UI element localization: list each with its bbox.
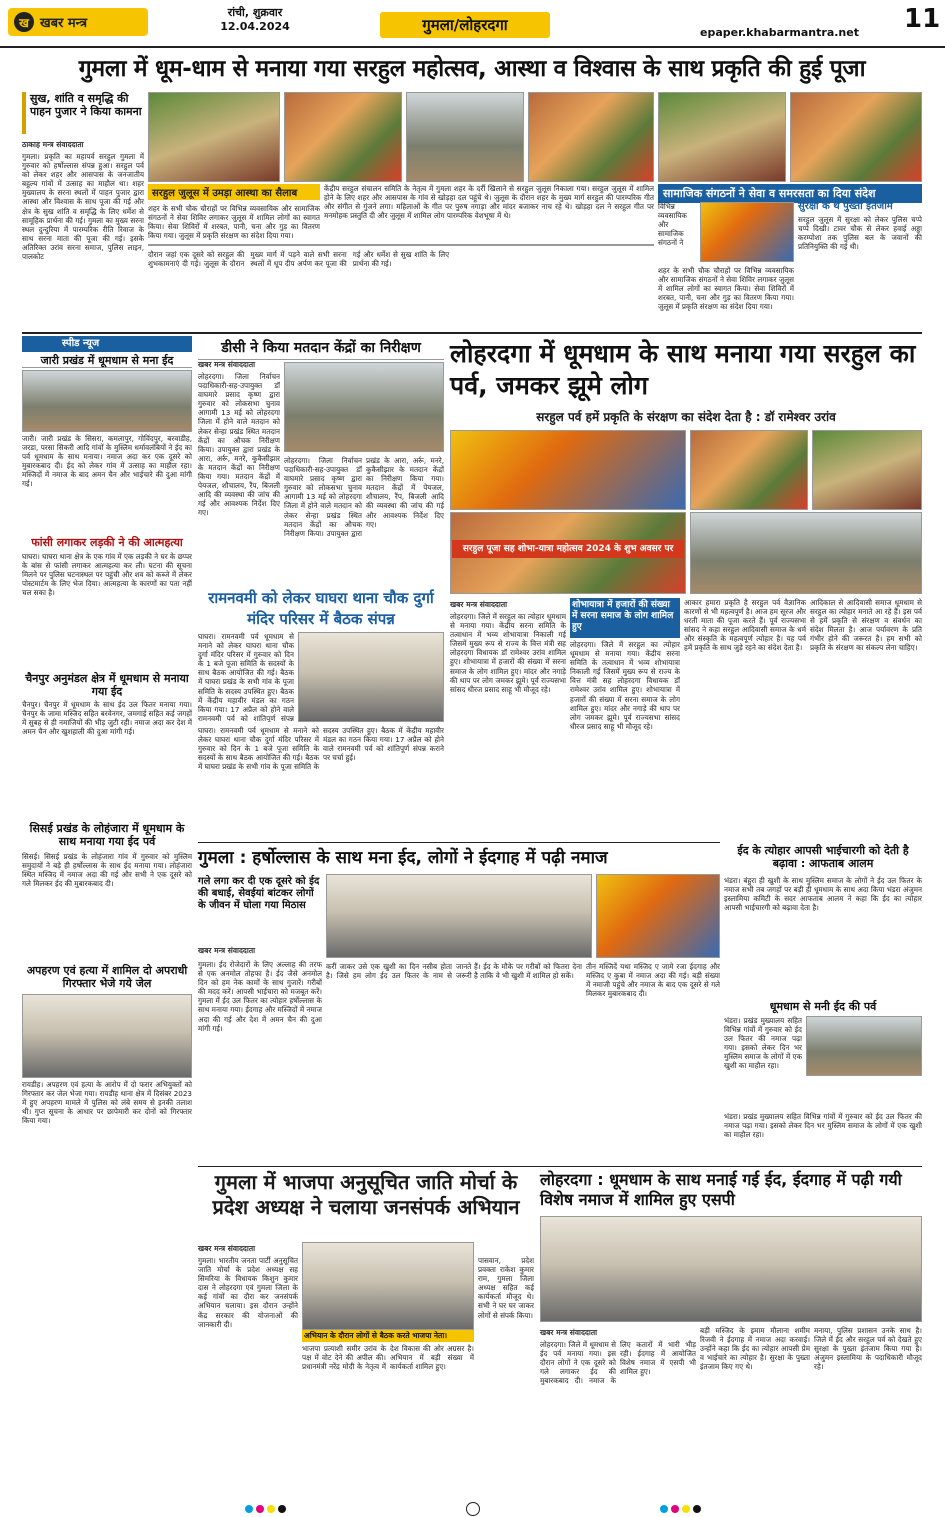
photo-eid-jari: [22, 370, 192, 432]
color-dots-right: [660, 1505, 701, 1513]
main-headline: गुमला में धूम-धाम से मनाया गया सरहुल महोत्सव, आस्था व विश्वास के साथ प्रकृति की हुई पूजा: [78, 56, 866, 82]
dc-body: लोहरदगा। जिला निर्वाचन पदाधिकारी-सह-उपायुक्त डॉ वाघमारे प्रसाद कृष्ण द्वारा गुरुवार को लोकसभा चुनाव आगामी 13 मई को लोहरदगा जिला में होने वाले मतदान को लेकर सेन्हा प्रखंड स्थित मतदान केंद्रों का औचक निरीक्षण किया। उपायुक्त द्वारा प्रखंड के आरा, अर्रू, मनरे, कुकैसीझार के मतदान केंद्रों का निरीक्षण किया गया। मतदान केंद्रों में पेयजल, शौचालय, रैंप, बिजली आदि की व्यवस्था की जांच की गई और आवश्यक निर्देश दिए गए।: [198, 372, 280, 518]
photo-children-eid: [596, 874, 720, 958]
photo-lohardaga-5: [690, 512, 922, 594]
photo-bhandra-eid: [806, 1016, 922, 1076]
lohardaga-body-3: आदिकाल से आदिवासी समाज धूमधाम से सरहुल का त्योहार मनाते आ रहे हैं। इस पर्व से हमें प्रकृति से संरक्षण व संवर्धन का संदेश मिलता है। आज पर्यावरण के प्रति गंभीर होने की जरूरत है। हम सभी को प्रकृति के संरक्षण का संकल्प लेना चाहिए।: [810, 598, 922, 653]
color-dots-left: [245, 1505, 286, 1513]
lohardaga-subhead: सरहुल पर्व हमें प्रकृति के संरक्षण का संदेश देता है : डॉ रामेश्वर उरांव: [536, 410, 836, 424]
bhandra-eid-body-2: भंडरा। प्रखंड मुख्यालय सहित विभिन्न गांवों में गुरुवार को ईद उल फितर की नमाज पढ़ा गया। इसको लेकर दिन भर मुस्लिम समाज के लोगों में एक खुशी का माहौल रहा।: [724, 1112, 922, 1140]
main-body-mid: केंद्रीय सरहुल संचालन समिति के नेतृत्व में गुमला शहर के दर्री खिलाने से सरहुल जुलूस निकाला गया। सरहुल जुलूस में शामिल होने के लिए शहर और आसपास के गांव से खोड़हा दल पहुंचे थे। जुलूस के दौरान शहर के मुख्य मार्ग सरहुल की पारम्परिक गीत और संगीत से गुंजने लगा। महिलाओं के गीत पर पुरुष नगाड़ा और मांदर बजाकर नाच रहे थे। खोड़हा दल ने सरहुल गीत पर मनमोहक प्रस्तुति दी और जुलूस में शामिल लोग पारम्परिक वेशभूषा में थे।: [324, 184, 654, 221]
speed-5-body: रायडीह। अपहरण एवं हत्या के आरोप में दो फरार अभियुक्तों को गिरफ्तार कर जेल भेजा गया। रायडीह थाना क्षेत्र में दिसंबर 2023 में हुए अपहरण मामले में पुलिस को लंबे समय से इनकी तलाश थी। गुप्त सूचना के आधार पर छापेमारी कर दोनों को गिरफ्तार किया गया।: [22, 1080, 192, 1126]
org-body: शहर के सभी चौक चौराहों पर विभिन्न व्यवसायिक और सामाजिक संगठनों ने सेवा शिविर लगाकर जुलूस में शामिल लोगों का स्वागत किया। सेवा शिविरों में शरबत, पानी, चना और गुड़ का वितरण किया गया। जुलूस में प्रकृति संरक्षण का संदेश दिया गया।: [658, 266, 794, 312]
gumla-eid-byline: खबर मन्त्र संवाददाता: [198, 946, 256, 955]
dc-body-cont: लोहरदगा। जिला निर्वाचन पदाधिकारी-सह-उपायुक्त डॉ वाघमारे प्रसाद कृष्ण द्वारा गुरुवार को लोकसभा चुनाव आगामी 13 मई को लोहरदगा जिला में होने वाले मतदान को लेकर सेन्हा प्रखंड स्थित मतदान केंद्रों का औचक निरीक्षण किया। उपायुक्त द्वारा प्रखंड के आरा, अर्रू, मनरे, कुकैसीझार के मतदान केंद्रों का निरीक्षण किया गया। मतदान केंद्रों में पेयजल, शौचालय, रैंप, बिजली आदि की व्यवस्था की जांच की गई और आवश्यक निर्देश दिए गए।: [284, 456, 444, 538]
photo-sp-eidgah: [540, 1216, 922, 1322]
photo-eidgah: [326, 874, 592, 958]
photo-sarhul-6: [790, 92, 922, 182]
sp-body-2: बड़ी मस्जिद के इमाम मौलाना शमीम रिजवी ने ईदगाह में नमाज अदा करवाई। उन्होंने कहा कि ईद का त्योहार आपसी प्रेम व भाईचारे का त्योहार है। सुरक्षा के पुख्ता इंतजाम किए गए थे।: [700, 1326, 810, 1372]
lohardaga-headline: लोहरदगा में धूमधाम के साथ मनाया गया सरहुल का पर्व, जमकर झूमे लोग: [450, 339, 916, 400]
epaper-url[interactable]: epaper.khabarmantra.net: [700, 26, 859, 39]
gumla-eid-body-2: करीं जाकर उसे एक खुशी का दिन नसीब होता है। जिसे हम लोग ईद उल फितर के नाम से जानते हैं। ईद के मौके पर गरीबों को फितरा देना जरूरी है ताकि वे भी खुशी में शामिल हो सकें।: [326, 962, 582, 981]
main-byline: ठाकाह मन्त्र संवाददाता: [22, 140, 84, 149]
band-social-organisations: सामाजिक संगठनों ने सेवा व समरसता का दिया संदेश: [658, 184, 922, 203]
bjp-body: गुमला। भारतीय जनता पार्टी अनुसूचित जाति मोर्चा के प्रदेश अध्यक्ष सह सिमरिया के विधायक किशुन कुमार दास ने लोहरदगा एवं गुमला जिला के कई गांवों का दौरा कर जनसंपर्क अभियान चलाया। इस दौरान उन्होंने केंद्र सरकार की योजनाओं की जानकारी दी।: [198, 1256, 298, 1329]
org-caption: विभिन्न व्यवसायिक और सामाजिक संगठनों ने: [658, 202, 687, 248]
speed-2-head: फांसी लगाकर लड़की ने की आत्महत्या: [31, 536, 183, 549]
print-registration-marks: [0, 1500, 945, 1517]
lohardaga-body: लोहरदगा। जिले में सरहुल का त्योहार धूमधाम से मनाया गया। केंद्रीय सरना समिति के तत्वाधान में भव्य शोभायात्रा निकाली गई जिसमें मुख्य रूप से राज्य के वित्त मंत्री सह लोहरदगा विधायक डॉ रामेश्वर उरांव शामिल हुए। शोभायात्रा में हजारों की संख्या में सरना समाज के लोग शामिल हुए। मांदर और नगाड़े की थाप पर लोग जमकर झूमे। पूर्व राज्यसभा सांसद धीरज प्रसाद साहू भी मौजूद रहे।: [450, 612, 566, 694]
rule-2: [198, 842, 720, 843]
gumla-eid-body-3: तीन मस्जिदें यथा मस्जिद ए जामे रजा ईदगाह और मस्जिद ए कुबा में नमाज अदा की गई। बड़ी संख्या में नमाजी पहुंचे और नमाज के बाद एक दूसरे से गले मिलकर मुबारकबाद दी।: [586, 962, 720, 999]
speed-4-head: सिसई प्रखंड के लोहंजारा में धूमधाम के साथ मनाया गया ईद पर्व: [29, 822, 185, 848]
speed-3-head: चैनपुर अनुमंडल क्षेत्र में धूमधाम से मनाया गया ईद: [25, 672, 189, 698]
sp-body-3: मनाया, पुलिस प्रशासन उनके साथ है। जिले में ईद और सरहुल पर्व को देखते हुए सुरक्षा के पुख्ता इंतजाम किया गया है। अंजुमन इस्लामिया के पदाधिकारी मौजूद रहे।: [814, 1326, 922, 1372]
photo-lohardaga-3: [812, 430, 922, 510]
photo-sarhul-1: [148, 92, 280, 182]
lohardaga-byline: खबर मन्त्र संवाददाता: [450, 600, 508, 609]
photo-service-camp: [700, 202, 794, 262]
gumla-eid-pullquote: गले लगा कर दी एक दूसरे को ईद की बधाई, सेवईयां बांटकर लोगों के जीवन में घोला गया मिठास: [198, 876, 320, 911]
dateline: [200, 6, 310, 34]
bhandra-eid-headline: धूमधाम से मनी ईद की पर्व: [769, 1000, 877, 1013]
photo-lohardaga-1: [450, 430, 686, 510]
sp-byline: खबर मन्त्र संवाददाता: [540, 1328, 598, 1337]
bjp-headline: गुमला में भाजपा अनुसूचित जाति मोर्चा के प्रदेश अध्यक्ष ने चलाया जनसंपर्क अभियान: [212, 1170, 520, 1219]
rule-3: [198, 1166, 922, 1167]
divider: [148, 244, 654, 246]
speed-2-body: घाघरा। घाघरा थाना क्षेत्र के एक गांव में एक लड़की ने घर के छप्पर के बांस से फांसी लगाकर आत्महत्या कर ली। घटना की सूचना मिलने पर पुलिस घटनास्थल पर पहुंची और शव को कब्जे में लेकर पोस्टमार्टम के लिए भेज दिया। आत्महत्या के कारणों का पता नहीं चल सका है।: [22, 552, 192, 598]
section-rule: [22, 332, 922, 334]
speed-news-label: स्पीड न्यूज: [22, 336, 192, 352]
photo-arrested: [22, 994, 192, 1078]
logo-text: खबर मन्त्र: [40, 16, 88, 31]
photo-dc-inspection: [284, 362, 444, 452]
main-body-mid-cont: शहर के सभी चौक चौराहों पर विभिन्न व्यवसायिक और सामाजिक संगठनों ने सेवा शिविर लगाकर जुलूस में शामिल लोगों का स्वागत किया। सेवा शिविरों में शरबत, पानी, चना और गुड़ का वितरण किया गया। जुलूस में प्रकृति संरक्षण का संदेश दिया गया।: [148, 204, 320, 240]
bjp-body-3: पासवान, प्रदेश प्रवक्ता राकेश कुमार राम, गुमला जिला अध्यक्ष सहित कई कार्यकर्ता मौजूद थे। सभी ने घर घर जाकर लोगों से संपर्क किया।: [478, 1256, 534, 1320]
lohardaga-banner-text: सरहुल पूजा सह शोभा-यात्रा महोत्सव 2024 के शुभ अवसर पर: [452, 540, 684, 558]
bjp-body-2: भाजपा प्रत्याशी समीर उरांव के पक्ष में वोट देने की अपील की। प्रधानमंत्री नरेंद्र मोदी के नेतृत्व में देश विकास की ओर अग्रसर है। अभियान में बड़ी संख्या में कार्यकर्ता शामिल हुए।: [302, 1344, 474, 1372]
main-subhead: सुख, शांति व समृद्धि की पाहन पुजार ने किया कामना: [30, 92, 142, 118]
sp-headline: लोहरदगा : धूमधाम के साथ मनाई गई ईद, ईदगाह में पढ़ी गयी विशेष नमाज में शामिल हुए एसपी: [540, 1170, 902, 1209]
masthead: [0, 0, 945, 48]
eid-brotherhood-body: भंडरा। बंहुरा ही खुशी के साथ मुस्लिम समाज के लोगों ने ईद उल फितर के नमाज सभी तब जगहों पर बड़ी ही धूमधाम के साथ अदा किया भंडरा अंजुमन इस्लामिया कमिटी के सदर आफताब आलम ने कहा कि ईद का त्योहार आपसी भाईचारगी को बढ़ावा देता है।: [724, 876, 922, 913]
photo-sarhul-3: [406, 92, 524, 182]
lohardaga-body-2: आकार हमारा प्रकृति है सरहुल पर्व वैज्ञानिक कारणों से भी महत्वपूर्ण है। आज हम सूरज और धरती माता की पूजा करते हैं। पूर्व राज्यसभा सांसद ने कहा सरहुल आदिवासी समाज के धर्म और संस्कृति के महत्वपूर्ण त्योहार है। यह पर्व हमें प्रकृति के साथ जुड़े रहने का संदेश देता है।: [684, 598, 806, 653]
main-body-bottom: दौरान जहां एक दूसरे को सरहुल की शुभकामनाएं दी गई। जुलूस के दौरान मुख्य मार्ग में पड़ने वाले सभी सरना स्थलों में धूप दीप अर्पण कर पूजा की गई और धर्मेश से सुख शांति के लिए प्रार्थना की गई।: [148, 250, 450, 269]
photo-sarhul-2: [284, 92, 402, 182]
photo-sarhul-4: [528, 92, 654, 182]
photo-bjp-meeting: [302, 1242, 474, 1330]
photo-sarhul-5: [658, 92, 786, 182]
dateline-date: 12.04.2024: [220, 20, 290, 33]
speed-4-body: सिसई। सिसई प्रखंड के लोहंजारा गांव में गुरुवार को मुस्लिम समुदायों ने बड़े ही हर्षोल्लास के साथ ईद मनाया गया। लोहंजारा स्थित मस्जिद में नमाज अदा की गई और सभी ने एक दूसरे को गले मिलकर ईद की मुबारकबाद दी।: [22, 852, 192, 889]
eid-brotherhood-headline: ईद के त्योहार आपसी भाईचारगी को देती है बढ़ावा : आफताब आलम: [737, 844, 909, 870]
speed-1-head: जारी प्रखंड में धूमधाम से मना ईद: [22, 354, 192, 368]
bjp-byline: खबर मन्त्र संवाददाता: [198, 1244, 256, 1253]
logo-mark-icon: ख: [14, 12, 34, 32]
ramnavami-headline: रामनवमी को लेकर घाघरा थाना चौक दुर्गा मंदिर परिसर में बैठक संपन्न: [208, 589, 434, 628]
newspaper-logo: [8, 8, 148, 36]
gumla-eid-body: गुमला। ईद रोजेदारों के लिए अल्लाह की तरफ से एक अनमोल तोहफा है। ईद जैसे अनमोल दिन को हम नेक कामों के साथ गुजारें। गरीबों की मदद करें। आपसी भाईचारा को मजबूत करें। गुमला में ईद उल फितर का त्योहार हर्षोल्लास के साथ मनाया गया। ईदगाह और मस्जिदों में नमाज अदा की गई और देश में अमन चैन की दुआ मांगी गई।: [198, 960, 322, 1033]
security-box: [798, 200, 922, 330]
speed-5-head: अपहरण एवं हत्या में शामिल दो अपराधी गिरफ्तार भेजे गये जेल: [26, 964, 188, 990]
dc-byline: खबर मन्त्र संवाददाता: [198, 360, 256, 369]
dc-headline: डीसी ने किया मतदान केंद्रों का निरीक्षण: [198, 338, 444, 360]
photo-ramnavami-meeting: [298, 632, 444, 722]
security-body: सरहुल जुलूस में सुरक्षा को लेकर पुलिस चप्पे चप्पे दिखी। टावर चौक से लेकर हवाई अड्डा करम्पोशा तक पुलिस बल के जवानों की प्रतिनियुक्ति की गई थी।: [798, 215, 922, 252]
ramnavami-body: घाघरा। रामनवमी पर्व धूमधाम से मनाने को लेकर घाघरा थाना चौक दुर्गा मंदिर परिसर में गुरुवार को दिन के 1 बजे पूजा समिति के सदस्यों के साथ बैठक आयोजित की गई। बैठक में घाघरा प्रखंड के सभी गांव के पूजा समिति के सदस्य उपस्थित हुए। बैठक में केंद्रीय महावीर मंडल का गठन किया गया। 17 अप्रैल को होने वाले रामनवमी पर्व को शांतिपूर्ण संपन्न: [198, 632, 294, 722]
band-sarhul-procession: सरहुल जुलूस में उमड़ा आस्था का सैलाब: [148, 184, 320, 200]
photo-lohardaga-2: [690, 430, 808, 510]
bhandra-eid-body: भंडरा। प्रखंड मुख्यालय सहित विभिन्न गांवों में गुरुवार को ईद उल फितर की नमाज पढ़ा गया। इसको लेकर दिन भर मुस्लिम समाज के लोगों में एक खुशी का माहौल रहा।: [724, 1016, 802, 1071]
section-title: गुमला/लोहरदगा: [380, 12, 550, 38]
lohardaga-body-b: लोहरदगा। जिले में सरहुल का त्योहार धूमधाम से मनाया गया। केंद्रीय सरना समिति के तत्वाधान में भव्य शोभायात्रा निकाली गई जिसमें मुख्य रूप से राज्य के वित्त मंत्री सह लोहरदगा विधायक डॉ रामेश्वर उरांव शामिल हुए। शोभायात्रा में हजारों की संख्या में सरना समाज के लोग शामिल हुए। मांदर और नगाड़े की थाप पर लोग जमकर झूमे। पूर्व राज्यसभा सांसद धीरज प्रसाद साहू भी मौजूद रहे।: [570, 640, 680, 731]
speed-3-body: चैनपुर। चैनपुर में धूमधाम के साथ ईद उल फितर मनाया गया। चैनपुर के जामा मस्जिद सहित बरवेनगर, जमगाई सहित कई जगहों में सुबह से ही नमाजियों की भीड़ जुटी रही। नमाज अदा कर देश में अमन चैन और खुशहाली की दुआ मांगी गई।: [22, 700, 192, 737]
sp-body: लोहरदगा। जिले में धूमधाम से ईद पर्व मनाया गया। इस दौरान लोगों ने एक दूसरे को गले लगाकर ईद की मुबारकबाद दी। नमाज के लिए कतारों में भारी भीड़ रही। ईदगाह में आयोजित विशेष नमाज में एसपी भी शामिल हुए।: [540, 1340, 696, 1386]
lohardaga-band: शोभायात्रा में हजारों की संख्या में सरना समाज के लोग शामिल हुए: [570, 598, 680, 638]
ramnavami-body-cont: घाघरा। रामनवमी पर्व धूमधाम से मनाने को लेकर घाघरा थाना चौक दुर्गा मंदिर परिसर में गुरुवार को दिन के 1 बजे पूजा समिति के सदस्यों के साथ बैठक आयोजित की गई। बैठक में घाघरा प्रखंड के सभी गांव के पूजा समिति के सदस्य उपस्थित हुए। बैठक में केंद्रीय महावीर मंडल का गठन किया गया। 17 अप्रैल को होने वाले रामनवमी पर्व को शांतिपूर्ण संपन्न कराने पर चर्चा हुई।: [198, 726, 444, 772]
bjp-caption: अभियान के दौरान लोगों से बैठक करते भाजपा नेता।: [302, 1330, 474, 1342]
security-head: सुरक्षा के थे पुख्ता इंतजाम: [798, 201, 893, 212]
speed-1-body: जारी। जारी प्रखंड के सिसरा, कमलापुर, गोविंदपुर, बरवाडीह, जरडा, परसा सिकरी आदि गांवों के मुस्लिम धर्मावलंबियों ने ईद का पर्व धूमधाम के साथ मनाया। नमाज अदा कर एक दूसरे को मुबारकबाद दी। ईद को लेकर गांव में उत्साह का माहौल रहा। मस्जिदों में नमाज के बाद अमन चैन और भाईचारे की दुआ मांगी गई।: [22, 434, 192, 489]
crosshair-icon: [466, 1502, 480, 1516]
main-body-left: गुमला। प्रकृति का महापर्व सरहुल गुमला में गुरुवार को हर्षोल्लास संपन्न हुआ। सरहुल पर्व को लेकर शहर और आसपास के जनजातीय बहुल्य गांवों में उत्साह का माहौल था। शहर मुख्यालय के सरना स्थलों में पाहन पुजार द्वारा आस्था और विश्वास के साथ पूजा की गई और क्षेत्र के सुख शांति व समृद्धि के लिए धर्मेश से सामूहिक प्रार्थना की गई। गुमला का मुख्य सरना स्थल दुन्दुरिया में पारम्परिक रीति रिवाज के साथ सरना माता की पूजा की गई। इसके अतिरिक्त उरांव सरना समाज, पुलिस लाइन, पालकोट: [22, 152, 144, 262]
gumla-eid-headline: गुमला : हर्षोल्लास के साथ मना ईद, लोगों ने ईदगाह में पढ़ी नमाज: [198, 848, 608, 868]
page-number: 11: [904, 4, 941, 34]
main-subhead-box: [22, 92, 142, 134]
dateline-city-day: रांची, शुक्रवार: [227, 6, 283, 19]
